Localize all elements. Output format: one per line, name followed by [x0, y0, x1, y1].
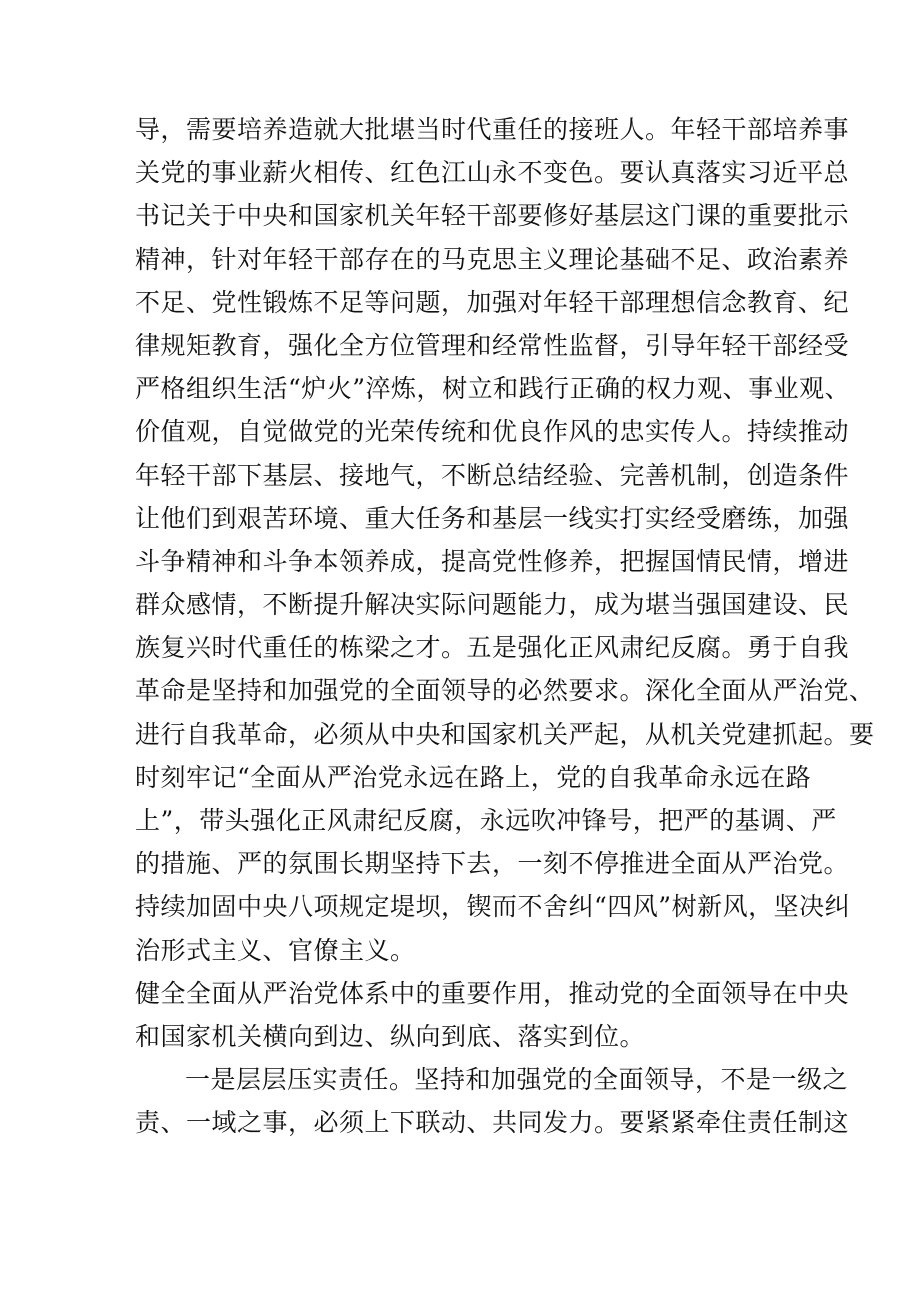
text-line: 不足、党性锻炼不足等问题，加强对年轻干部理想信念教育、纪 [135, 287, 850, 317]
text-line: 族复兴时代重任的栋梁之才。五是强化正风肃纪反腐。勇于自我 [135, 633, 850, 663]
text-line: 群众感情，不断提升解决实际问题能力，成为堪当强国建设、民 [135, 590, 850, 620]
text-line: 律规矩教育，强化全方位管理和经常性监督，引导年轻干部经受 [135, 330, 850, 360]
text-line: 治形式主义、官僚主义。 [135, 935, 416, 965]
text-line: 进行自我革命，必须从中央和国家机关严起，从机关党建抓起。要 [135, 719, 875, 749]
text-line: 责、一域之事，必须上下联动、共同发力。要紧紧牵住责任制这 [135, 1108, 850, 1138]
body-text [135, 108, 875, 1145]
text-line: 严格组织生活“炉火”淬炼，树立和践行正确的权力观、事业观、 [135, 374, 851, 404]
text-line: 关党的事业薪火相传、红色江山永不变色。要认真落实习近平总 [135, 158, 850, 188]
text-line: 让他们到艰苦环境、重大任务和基层一线实打实经受磨练，加强 [135, 503, 850, 533]
text-line: 和国家机关横向到边、纵向到底、落实到位。 [135, 1021, 646, 1051]
text-line: 时刻牢记“全面从严治党永远在路上，党的自我革命永远在路 [135, 762, 812, 792]
text-line: 上”，带头强化正风肃纪反腐，永远吹冲锋号，把严的基调、严 [135, 806, 837, 835]
text-line: 革命是坚持和加强党的全面领导的必然要求。深化全面从严治党、 [135, 676, 875, 706]
text-line: 书记关于中央和国家机关年轻干部要修好基层这门课的重要批示 [135, 201, 850, 231]
text-line: 健全全面从严治党体系中的重要作用，推动党的全面领导在中央 [135, 978, 850, 1008]
text-line: 价值观，自觉做党的光荣传统和优良作风的忠实传人。持续推动 [135, 417, 850, 447]
paragraph-first-line: 一是层层压实责任。坚持和加强党的全面领导，不是一级之 [185, 1065, 849, 1095]
text-line: 精神，针对年轻干部存在的马克思主义理论基础不足、政治素养 [135, 244, 850, 274]
text-line: 导，需要培养造就大批堪当时代重任的接班人。年轻干部培养事 [135, 115, 850, 144]
text-line: 年轻干部下基层、接地气，不断总结经验、完善机制，创造条件 [135, 460, 850, 490]
text-line: 斗争精神和斗争本领养成，提高党性修养，把握国情民情，增进 [135, 546, 850, 576]
text-line: 的措施、严的氛围长期坚持下去，一刻不停推进全面从严治党。 [135, 849, 850, 879]
text-line: 持续加固中央八项规定堤坝，锲而不舍纠“四风”树新风，坚决纠 [135, 892, 851, 922]
